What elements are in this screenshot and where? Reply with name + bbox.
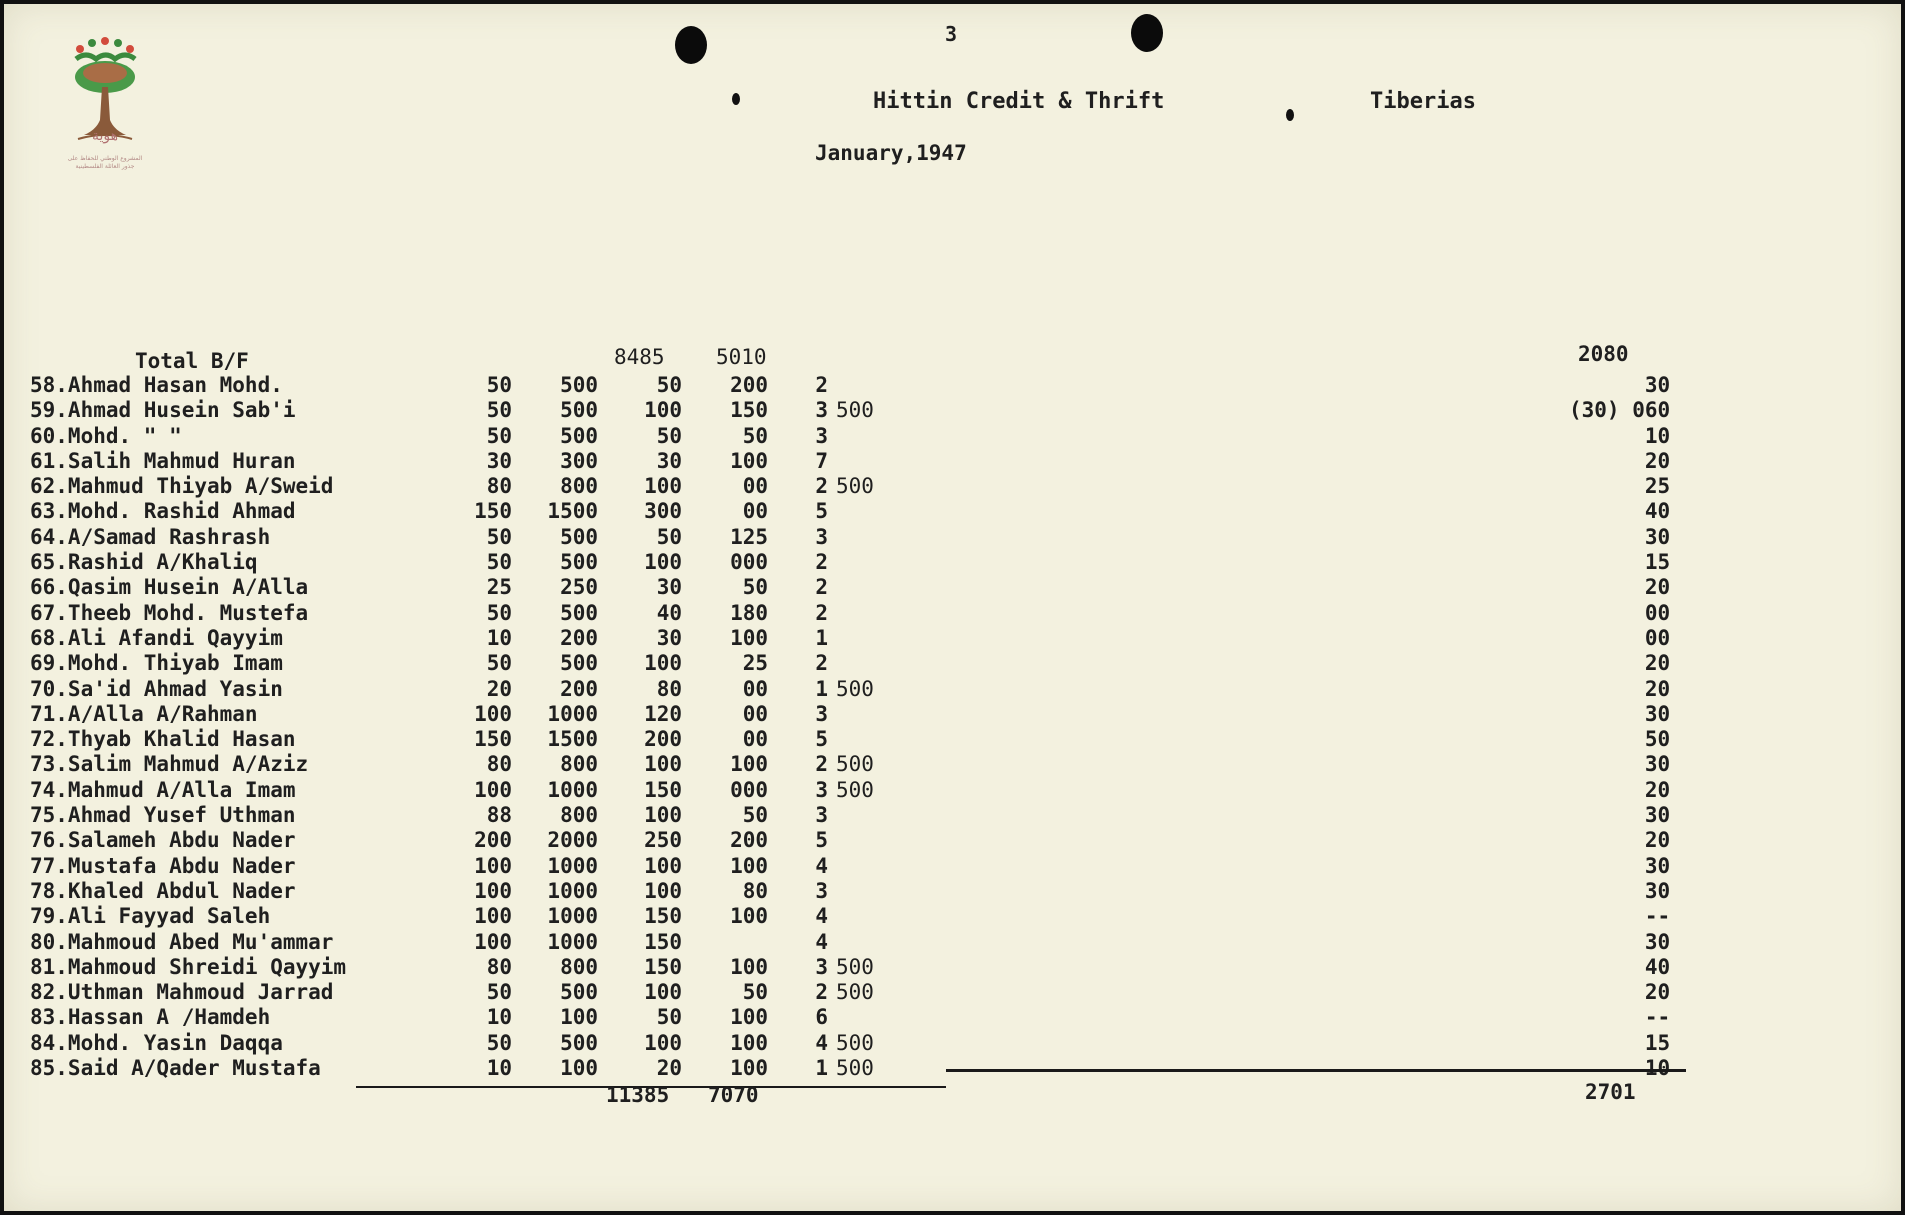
value-cell-c4: 200 [730, 828, 768, 853]
column-gap [896, 1031, 1569, 1056]
logo-caption-line2: جذور العائلة الفلسطينية [75, 163, 135, 170]
value-cell-c6 [836, 525, 896, 550]
value-cell-c5: 2 [815, 373, 828, 397]
value-cell-c5: 2 [815, 575, 828, 600]
table-row [30, 550, 1670, 575]
member-name-cell: 64.A/Samad Rashrash [30, 524, 271, 549]
value-cell-c2: 100 [560, 1056, 598, 1081]
value-cell-c2: 500 [560, 398, 598, 423]
value-cell-c6 [836, 854, 896, 879]
value-cell-c6 [836, 879, 896, 904]
punch-hole-right [1131, 14, 1163, 52]
member-name-cell: 62.Mahmud Thiyab A/Sweid [30, 474, 334, 499]
value-cell-c6: 500 [836, 676, 874, 701]
member-name-cell: 59.Ahmad Husein Sab'i [30, 398, 296, 423]
value-cell-c2: 1000 [547, 904, 598, 929]
value-cell-c3: 40 [656, 600, 682, 625]
value-cell-c6 [836, 373, 896, 398]
value-cell-c3: 150 [644, 954, 682, 979]
value-cell-c6 [836, 1005, 896, 1030]
value-cell-c6 [836, 449, 896, 474]
value-cell-c2: 1000 [547, 878, 598, 903]
value-cell-c3: 30 [656, 575, 682, 600]
rule-line-right [946, 1069, 1686, 1072]
value-cell-c5: 4 [815, 904, 828, 929]
value-cell-c3: 100 [644, 853, 682, 878]
value-cell-c2: 1000 [547, 777, 598, 802]
page-number: 3 [945, 22, 958, 46]
value-cell-c7: 20 [1644, 651, 1671, 676]
value-cell-c7: 30 [1644, 701, 1671, 726]
value-cell-c3: 20 [656, 1056, 682, 1081]
value-cell-c5: 3 [815, 954, 828, 979]
total-col3: 11385 [606, 1083, 670, 1107]
value-cell-c4: 50 [742, 803, 768, 828]
value-cell-c5: 3 [815, 803, 828, 828]
value-cell-c1: 50 [486, 398, 512, 423]
value-cell-c7: 20 [1644, 828, 1671, 853]
table-row [30, 803, 1670, 828]
value-cell-c6: 500 [836, 1030, 874, 1055]
value-cell-c4: 125 [730, 524, 768, 549]
column-gap [896, 930, 1569, 955]
value-cell-c6: 500 [836, 752, 874, 777]
value-cell-c2: 250 [560, 575, 598, 600]
table-row [30, 930, 1670, 955]
table-row [30, 904, 1670, 929]
column-gap [896, 879, 1569, 904]
value-cell-c5: 5 [815, 499, 828, 524]
value-cell-c5: 5 [815, 727, 828, 752]
value-cell-c4: 180 [730, 600, 768, 625]
value-cell-c1: 100 [474, 777, 512, 802]
value-cell-c6 [836, 601, 896, 626]
column-gap [896, 373, 1569, 398]
value-cell-c3: 100 [644, 878, 682, 903]
column-gap [896, 828, 1569, 853]
value-cell-c2: 500 [560, 1030, 598, 1055]
value-cell-c2: 2000 [547, 828, 598, 853]
value-cell-c4: 25 [742, 651, 768, 676]
column-gap [896, 525, 1569, 550]
value-cell-c6 [836, 499, 896, 524]
value-cell-c3: 30 [656, 625, 682, 650]
value-cell-c2: 1500 [547, 727, 598, 752]
location: Tiberias [1370, 89, 1476, 114]
column-gap [896, 702, 1569, 727]
value-cell-c2: 800 [560, 954, 598, 979]
column-gap [896, 499, 1569, 524]
value-cell-c7: 15 [1644, 550, 1671, 575]
value-cell-c6 [836, 803, 896, 828]
member-name-cell: 71.A/Alla A/Rahman [30, 701, 258, 726]
member-name-cell: 66.Qasim Husein A/Alla [30, 575, 309, 600]
member-name-cell: 58.Ahmad Hasan Mohd. [30, 373, 283, 397]
value-cell-c5: 1 [815, 625, 828, 650]
value-cell-c3: 100 [644, 980, 682, 1005]
value-cell-c6 [836, 904, 896, 929]
value-cell-c4: 000 [730, 777, 768, 802]
table-row [30, 980, 1670, 1005]
column-gap [896, 854, 1569, 879]
member-name-cell: 61.Salih Mahmud Huran [30, 448, 296, 473]
value-cell-c7: -- [1644, 1005, 1671, 1030]
value-cell-c3: 150 [644, 929, 682, 954]
value-cell-c1: 100 [474, 878, 512, 903]
logo-caption-line1: المشروع الوطني للحفاظ على [67, 155, 143, 162]
value-cell-c1: 50 [486, 1030, 512, 1055]
logo-caption [55, 155, 155, 171]
value-cell-c4: 50 [742, 423, 768, 448]
value-cell-c4: 150 [730, 398, 768, 423]
value-cell-c7: 30 [1644, 752, 1671, 777]
member-name-cell: 63.Mohd. Rashid Ahmad [30, 499, 296, 524]
bf-last: 2080 [1578, 342, 1629, 366]
value-cell-c1: 50 [486, 651, 512, 676]
ledger-table [30, 373, 1670, 1081]
value-cell-c2: 800 [560, 474, 598, 499]
value-cell-c1: 50 [486, 423, 512, 448]
value-cell-c6 [836, 424, 896, 449]
value-cell-c3: 50 [656, 1005, 682, 1030]
value-cell-c5: 2 [815, 980, 828, 1005]
value-cell-c4: 000 [730, 550, 768, 575]
table-row [30, 525, 1670, 550]
value-cell-c5: 3 [815, 777, 828, 802]
value-cell-c7: 50 [1644, 727, 1671, 752]
value-cell-c5: 1 [815, 676, 828, 701]
value-cell-c1: 10 [486, 1005, 512, 1030]
value-cell-c4: 100 [730, 904, 768, 929]
value-cell-c4: 50 [742, 980, 768, 1005]
value-cell-c7: (30) 060 [1569, 398, 1671, 423]
value-cell-c7: 20 [1644, 448, 1671, 473]
value-cell-c3: 300 [644, 499, 682, 524]
value-cell-c7: 20 [1644, 980, 1671, 1005]
value-cell-c7: 20 [1644, 777, 1671, 802]
value-cell-c3: 100 [644, 474, 682, 499]
value-cell-c1: 100 [474, 853, 512, 878]
value-cell-c7: 00 [1644, 625, 1671, 650]
value-cell-c6: 500 [836, 980, 874, 1005]
value-cell-c1: 200 [474, 828, 512, 853]
value-cell-c4: 100 [730, 752, 768, 777]
value-cell-c2: 200 [560, 676, 598, 701]
table-row [30, 1005, 1670, 1030]
value-cell-c2: 500 [560, 423, 598, 448]
value-cell-c7: 20 [1644, 676, 1671, 701]
member-name-cell: 69.Mohd. Thiyab Imam [30, 651, 283, 676]
value-cell-c3: 150 [644, 904, 682, 929]
value-cell-c5: 3 [815, 878, 828, 903]
value-cell-c3: 100 [644, 752, 682, 777]
value-cell-c3: 100 [644, 803, 682, 828]
table-row [30, 955, 1670, 980]
value-cell-c3: 150 [644, 777, 682, 802]
column-gap [896, 424, 1569, 449]
value-cell-c1: 50 [486, 600, 512, 625]
value-cell-c7: 25 [1644, 474, 1671, 499]
value-cell-c1: 20 [486, 676, 512, 701]
member-name-cell: 81.Mahmoud Shreidi Qayyim [30, 954, 347, 979]
value-cell-c3: 50 [656, 423, 682, 448]
value-cell-c5: 3 [815, 423, 828, 448]
society-name: Hittin Credit & Thrift [873, 89, 1165, 114]
value-cell-c6 [836, 828, 896, 853]
ink-speck [732, 93, 740, 105]
member-name-cell: 80.Mahmoud Abed Mu'ammar [30, 929, 334, 954]
value-cell-c4: 00 [742, 499, 768, 524]
member-name-cell: 74.Mahmud A/Alla Imam [30, 777, 296, 802]
member-name-cell: 73.Salim Mahmud A/Aziz [30, 752, 309, 777]
table-row [30, 828, 1670, 853]
value-cell-c5: 2 [815, 651, 828, 676]
value-cell-c3: 200 [644, 727, 682, 752]
value-cell-c4: 00 [742, 701, 768, 726]
table-row [30, 651, 1670, 676]
member-name-cell: 85.Said A/Qader Mustafa [30, 1056, 321, 1081]
value-cell-c1: 100 [474, 929, 512, 954]
value-cell-c4: 100 [730, 1030, 768, 1055]
column-gap [896, 474, 1569, 499]
bf-col4: 5010 [716, 345, 767, 369]
value-cell-c2: 500 [560, 550, 598, 575]
value-cell-c2: 1000 [547, 853, 598, 878]
value-cell-c2: 100 [560, 1005, 598, 1030]
value-cell-c1: 88 [486, 803, 512, 828]
value-cell-c3: 250 [644, 828, 682, 853]
member-name-cell: 78.Khaled Abdul Nader [30, 878, 296, 903]
value-cell-c7: 30 [1644, 524, 1671, 549]
member-name-cell: 68.Ali Afandi Qayyim [30, 625, 283, 650]
value-cell-c4 [682, 930, 768, 955]
column-gap [896, 449, 1569, 474]
ledger-body [30, 373, 1670, 1081]
value-cell-c1: 50 [486, 373, 512, 397]
value-cell-c2: 500 [560, 524, 598, 549]
value-cell-c4: 100 [730, 625, 768, 650]
value-cell-c5: 2 [815, 474, 828, 499]
value-cell-c2: 500 [560, 651, 598, 676]
ink-speck [1286, 109, 1294, 121]
member-name-cell: 77.Mustafa Abdu Nader [30, 853, 296, 878]
column-gap [896, 727, 1569, 752]
column-gap [896, 601, 1569, 626]
column-gap [896, 1005, 1569, 1030]
value-cell-c5: 5 [815, 828, 828, 853]
value-cell-c7: 30 [1644, 853, 1671, 878]
value-cell-c1: 50 [486, 524, 512, 549]
table-row [30, 474, 1670, 499]
value-cell-c1: 80 [486, 474, 512, 499]
member-name-cell: 70.Sa'id Ahmad Yasin [30, 676, 283, 701]
value-cell-c6: 500 [836, 954, 874, 979]
column-gap [896, 803, 1569, 828]
value-cell-c7: 00 [1644, 600, 1671, 625]
table-row [30, 727, 1670, 752]
value-cell-c2: 500 [560, 980, 598, 1005]
table-row [30, 449, 1670, 474]
value-cell-c1: 80 [486, 752, 512, 777]
member-name-cell: 84.Mohd. Yasin Daqqa [30, 1030, 283, 1055]
column-gap [896, 980, 1569, 1005]
value-cell-c1: 30 [486, 448, 512, 473]
value-cell-c2: 500 [560, 373, 598, 397]
value-cell-c7: -- [1644, 904, 1671, 929]
table-row [30, 575, 1670, 600]
value-cell-c1: 10 [486, 625, 512, 650]
value-cell-c6 [836, 651, 896, 676]
value-cell-c3: 120 [644, 701, 682, 726]
column-gap [896, 550, 1569, 575]
table-row [30, 677, 1670, 702]
column-gap [896, 575, 1569, 600]
member-name-cell: 75.Ahmad Yusef Uthman [30, 803, 296, 828]
total-last: 2701 [1585, 1080, 1636, 1104]
column-gap [896, 626, 1569, 651]
value-cell-c7: 30 [1644, 803, 1671, 828]
value-cell-c7: 30 [1644, 929, 1671, 954]
value-cell-c2: 800 [560, 752, 598, 777]
value-cell-c4: 100 [730, 448, 768, 473]
value-cell-c6 [836, 626, 896, 651]
value-cell-c4: 50 [742, 575, 768, 600]
value-cell-c5: 4 [815, 853, 828, 878]
column-gap [896, 778, 1569, 803]
table-row [30, 601, 1670, 626]
value-cell-c5: 2 [815, 752, 828, 777]
value-cell-c5: 2 [815, 550, 828, 575]
punch-hole-left [675, 26, 707, 64]
value-cell-c1: 25 [486, 575, 512, 600]
table-row [30, 702, 1670, 727]
value-cell-c5: 3 [815, 701, 828, 726]
column-gap [896, 651, 1569, 676]
value-cell-c2: 300 [560, 448, 598, 473]
value-cell-c6: 500 [836, 777, 874, 802]
value-cell-c4: 00 [742, 727, 768, 752]
value-cell-c5: 1 [815, 1056, 828, 1081]
member-name-cell: 65.Rashid A/Khaliq [30, 550, 258, 575]
value-cell-c1: 150 [474, 727, 512, 752]
column-gap [896, 955, 1569, 980]
value-cell-c3: 30 [656, 448, 682, 473]
value-cell-c7: 10 [1644, 423, 1671, 448]
value-cell-c6: 500 [836, 474, 874, 499]
value-cell-c4: 100 [730, 1005, 768, 1030]
value-cell-c1: 150 [474, 499, 512, 524]
value-cell-c3: 100 [644, 1030, 682, 1055]
value-cell-c4: 00 [742, 676, 768, 701]
value-cell-c5: 2 [815, 600, 828, 625]
report-date: January,1947 [815, 141, 967, 165]
table-row [30, 752, 1670, 777]
column-gap [896, 752, 1569, 777]
value-cell-c4: 00 [742, 474, 768, 499]
member-name-cell: 82.Uthman Mahmoud Jarrad [30, 980, 334, 1005]
value-cell-c1: 50 [486, 550, 512, 575]
value-cell-c1: 100 [474, 904, 512, 929]
value-cell-c2: 1500 [547, 499, 598, 524]
table-row [30, 626, 1670, 651]
value-cell-c3: 100 [644, 550, 682, 575]
table-row [30, 1031, 1670, 1056]
value-cell-c1: 10 [486, 1056, 512, 1081]
value-cell-c1: 80 [486, 954, 512, 979]
value-cell-c6 [836, 930, 896, 955]
member-name-cell: 72.Thyab Khalid Hasan [30, 727, 296, 752]
value-cell-c4: 200 [730, 373, 768, 397]
value-cell-c6: 500 [836, 398, 874, 423]
value-cell-c6 [836, 702, 896, 727]
value-cell-c3: 50 [656, 373, 682, 397]
logo-wordmark: هوية [91, 128, 119, 144]
table-row [30, 778, 1670, 803]
value-cell-c6 [836, 727, 896, 752]
table-row [30, 879, 1670, 904]
value-cell-c3: 80 [656, 676, 682, 701]
value-cell-c2: 500 [560, 600, 598, 625]
value-cell-c7: 40 [1644, 954, 1671, 979]
value-cell-c4: 100 [730, 853, 768, 878]
value-cell-c6: 500 [836, 1056, 874, 1081]
value-cell-c4: 100 [730, 1056, 768, 1081]
value-cell-c4: 80 [742, 878, 768, 903]
value-cell-c7: 40 [1644, 499, 1671, 524]
table-row [30, 499, 1670, 524]
bf-label: Total B/F [135, 349, 249, 373]
member-name-cell: 60.Mohd. " " [30, 423, 182, 448]
value-cell-c5: 4 [815, 929, 828, 954]
member-name-cell: 67.Theeb Mohd. Mustefa [30, 600, 309, 625]
value-cell-c7: 20 [1644, 575, 1671, 600]
value-cell-c2: 1000 [547, 701, 598, 726]
value-cell-c2: 1000 [547, 929, 598, 954]
table-row [30, 854, 1670, 879]
value-cell-c5: 3 [815, 524, 828, 549]
value-cell-c5: 3 [815, 398, 828, 423]
member-name-cell: 83.Hassan A /Hamdeh [30, 1005, 271, 1030]
bf-col3: 8485 [614, 345, 665, 369]
column-gap [896, 398, 1569, 423]
value-cell-c3: 50 [656, 524, 682, 549]
table-row [30, 424, 1670, 449]
value-cell-c1: 100 [474, 701, 512, 726]
table-row [30, 398, 1670, 423]
value-cell-c1: 50 [486, 980, 512, 1005]
value-cell-c4: 100 [730, 954, 768, 979]
column-gap [896, 904, 1569, 929]
value-cell-c5: 6 [815, 1005, 828, 1030]
value-cell-c2: 200 [560, 625, 598, 650]
value-cell-c6 [836, 550, 896, 575]
value-cell-c7: 30 [1644, 373, 1671, 397]
member-name-cell: 79.Ali Fayyad Saleh [30, 904, 271, 929]
table-row [30, 373, 1670, 398]
column-gap [896, 677, 1569, 702]
value-cell-c3: 100 [644, 651, 682, 676]
value-cell-c3: 100 [644, 398, 682, 423]
total-col4: 7070 [708, 1083, 759, 1107]
value-cell-c7: 15 [1644, 1030, 1671, 1055]
value-cell-c5: 7 [815, 448, 828, 473]
member-name-cell: 76.Salameh Abdu Nader [30, 828, 296, 853]
value-cell-c2: 800 [560, 803, 598, 828]
value-cell-c7: 30 [1644, 878, 1671, 903]
value-cell-c6 [836, 575, 896, 600]
value-cell-c5: 4 [815, 1030, 828, 1055]
